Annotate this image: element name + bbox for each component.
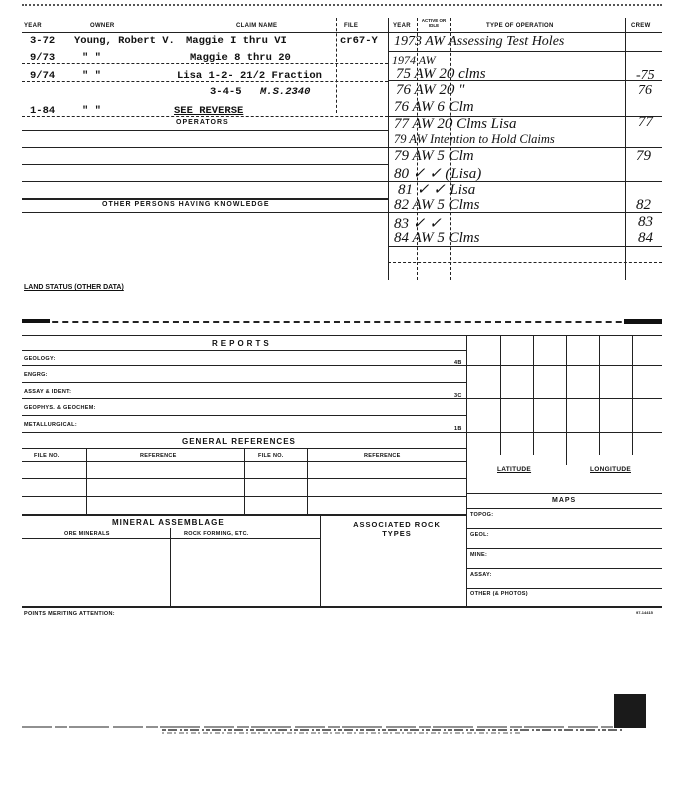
report-label: ENGRG: xyxy=(24,372,48,378)
refs-col-file-no: FILE NO. xyxy=(34,453,60,459)
maps-top xyxy=(466,493,662,494)
claim-name-lot: 3-4-5 xyxy=(210,86,242,98)
operation-entry: 79 AW 5 Clm xyxy=(394,148,474,164)
operation-crew: 77 xyxy=(638,114,653,130)
row-line xyxy=(22,147,388,148)
map-assay: ASSAY: xyxy=(470,572,492,578)
header-type-of-operation: TYPE OF OPERATION xyxy=(486,23,554,29)
operation-crew: -75 xyxy=(636,68,655,83)
claim-owner: " " xyxy=(82,52,101,64)
row-line xyxy=(22,212,388,213)
header-underline xyxy=(22,32,662,33)
header-year-2: YEAR xyxy=(393,23,411,29)
row-line xyxy=(22,81,388,82)
report-line xyxy=(22,365,466,366)
maps-line xyxy=(466,548,662,549)
claim-see-reverse: SEE REVERSE xyxy=(174,105,244,117)
maps-line xyxy=(466,568,662,569)
claim-year: 1-84 xyxy=(30,105,56,117)
report-line xyxy=(22,432,466,433)
right-grid-col xyxy=(599,335,600,455)
operation-crew: 82 xyxy=(636,197,651,213)
report-label: GEOPHYS. & GEOCHEM: xyxy=(24,405,96,411)
reports-title-line xyxy=(22,350,466,351)
separator-line xyxy=(22,321,662,323)
report-label: ASSAY & IDENT: xyxy=(24,389,72,395)
refs-col-file-no-2: FILE NO. xyxy=(258,453,284,459)
operation-crew: 84 xyxy=(638,230,653,246)
general-references-title: GENERAL REFERENCES xyxy=(182,437,296,446)
report-code: 1B xyxy=(454,426,462,432)
operation-entry: 1974 AW xyxy=(392,53,436,67)
separator-mark-left xyxy=(22,319,50,323)
operation-entry: 80 ✓ ✓ (Lisa) xyxy=(394,166,482,182)
mineral-col xyxy=(320,514,321,606)
divider-file-right xyxy=(388,18,389,280)
map-other: OTHER (& PHOTOS) xyxy=(470,591,528,597)
mineral-assemblage-title: MINERAL ASSEMBLAGE xyxy=(112,518,225,527)
right-grid-row xyxy=(466,432,662,433)
refs-line xyxy=(22,496,466,497)
report-line xyxy=(22,398,466,399)
divider-file-left xyxy=(336,18,337,113)
operators-label: OPERATORS xyxy=(176,119,229,126)
reports-title: REPORTS xyxy=(212,339,272,348)
row-line xyxy=(22,164,388,165)
refs-col xyxy=(86,448,87,515)
report-line xyxy=(22,382,466,383)
claim-name: Lisa 1-2- 21/2 Fraction xyxy=(177,70,322,82)
claim-owner: " " xyxy=(82,70,101,82)
claim-owner: " " xyxy=(82,105,101,117)
operation-entry: 76 AW 20 " xyxy=(396,82,465,98)
claim-owner: Young, Robert V. xyxy=(74,35,175,47)
divider-crew xyxy=(625,18,626,280)
operation-entry: 76 AW 6 Clm xyxy=(394,99,474,115)
right-grid-col xyxy=(500,335,501,455)
top-border xyxy=(22,4,662,6)
row-line xyxy=(22,130,388,131)
maps-line xyxy=(466,588,662,589)
right-grid-row xyxy=(466,365,662,366)
map-geol: GEOL: xyxy=(470,532,489,538)
other-persons-label: OTHER PERSONS HAVING KNOWLEDGE xyxy=(102,201,270,208)
claim-year: 3-72 xyxy=(30,35,56,47)
claim-name: Maggie 8 thru 20 xyxy=(190,52,291,64)
operation-entry: 77 AW 20 Clms Lisa xyxy=(394,116,517,132)
refs-col xyxy=(244,448,245,515)
operation-crew: 83 xyxy=(638,214,653,230)
refs-line xyxy=(22,478,466,479)
refs-col-reference: REFERENCE xyxy=(140,453,177,459)
maps-line xyxy=(466,528,662,529)
right-grid-col xyxy=(533,335,534,455)
right-grid-left xyxy=(466,335,467,606)
report-code: 4B xyxy=(454,360,462,366)
operation-entry: 81 ✓ ✓ Lisa xyxy=(398,182,476,198)
row-line xyxy=(22,181,388,182)
refs-line xyxy=(22,514,466,516)
operation-crew: 76 xyxy=(638,83,652,98)
report-line xyxy=(22,415,466,416)
right-grid-col xyxy=(566,335,567,465)
header-file: FILE xyxy=(344,23,359,29)
longitude-label: LONGITUDE xyxy=(590,466,631,473)
row-line xyxy=(22,116,388,117)
map-topog: TOPOG: xyxy=(470,512,494,518)
claim-file: cr67-Y xyxy=(340,35,378,47)
claim-name: Maggie I thru VI xyxy=(186,35,287,47)
report-code: 3C xyxy=(454,393,462,399)
form-number: 97-14415 xyxy=(636,610,653,615)
operation-entry: 75 AW 20 clms xyxy=(396,66,486,82)
right-grid-row xyxy=(466,398,662,399)
row-line xyxy=(22,63,388,64)
maps-line xyxy=(466,508,662,509)
report-label: GEOLOGY: xyxy=(24,356,56,362)
header-owner: OWNER xyxy=(90,23,115,29)
claim-mineral-survey: M.S.2340 xyxy=(260,86,311,98)
claim-year: 9/73 xyxy=(30,52,56,64)
refs-col-reference-2: REFERENCE xyxy=(364,453,401,459)
op-row-line xyxy=(388,51,662,52)
land-status-label: LAND STATUS (OTHER DATA) xyxy=(24,284,124,291)
operation-entry: 79 AW Intention to Hold Claims xyxy=(394,132,555,146)
operation-entry: 1973 AW Assessing Test Holes xyxy=(394,34,565,49)
header-claim-name: CLAIM NAME xyxy=(236,23,278,29)
ore-minerals-label: ORE MINERALS xyxy=(64,531,110,537)
operation-entry: 84 AW 5 Clms xyxy=(394,230,480,246)
latitude-label: LATITUDE xyxy=(497,466,532,473)
refs-col xyxy=(307,448,308,515)
header-active-or-idle: ACTIVE OR IDLE xyxy=(421,18,447,28)
right-grid-col xyxy=(632,335,633,455)
points-meriting-attention-label: POINTS MERITING ATTENTION: xyxy=(24,611,115,617)
lower-box-bottom xyxy=(22,606,662,608)
associated-rock-types-label: ASSOCIATED ROCK TYPES xyxy=(353,520,441,538)
separator-mark-right xyxy=(624,319,662,324)
mineral-col xyxy=(170,528,171,606)
maps-title: MAPS xyxy=(552,497,577,504)
header-crew: CREW xyxy=(631,23,651,29)
mineral-line xyxy=(22,538,320,539)
scan-noise-band xyxy=(22,722,622,736)
row-line xyxy=(22,198,388,200)
header-year: YEAR xyxy=(24,23,42,29)
operation-entry: 83 ✓ ✓ xyxy=(394,216,442,232)
corner-block xyxy=(614,694,646,728)
scan-noise-svg xyxy=(22,722,622,736)
rock-forming-label: ROCK FORMING, ETC. xyxy=(184,531,249,537)
operation-crew: 79 xyxy=(636,148,651,164)
report-label: METALLURGICAL: xyxy=(24,422,77,428)
claim-year: 9/74 xyxy=(30,70,56,82)
map-mine: MINE: xyxy=(470,552,488,558)
op-row-line xyxy=(388,262,662,263)
operation-entry: 82 AW 5 Clms xyxy=(394,197,480,213)
